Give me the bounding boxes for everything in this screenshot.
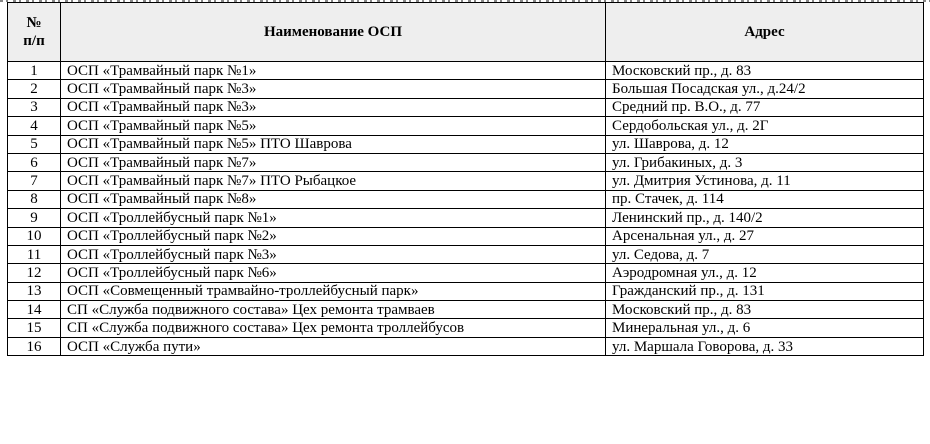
address-cell: Московский пр., д. 83 <box>606 62 924 80</box>
header-number-symbol: № <box>26 15 42 31</box>
table-row <box>8 264 924 282</box>
row-number-cell: 1 <box>8 62 61 80</box>
table-row <box>8 98 924 116</box>
row-number-cell: 8 <box>8 190 61 208</box>
address-cell: ул. Маршала Говорова, д. 33 <box>606 337 924 355</box>
table-row <box>8 117 924 135</box>
osp-name-cell: СП «Служба подвижного состава» Цех ремонта трамваев <box>61 301 606 319</box>
osp-name-cell: СП «Служба подвижного состава» Цех ремонта троллейбусов <box>61 319 606 337</box>
table-row <box>8 227 924 245</box>
table-row <box>8 337 924 355</box>
address-cell: Сердобольская ул., д. 2Г <box>606 117 924 135</box>
table-row <box>8 172 924 190</box>
osp-name-cell: ОСП «Трамвайный парк №8» <box>61 190 606 208</box>
address-cell: ул. Шаврова, д. 12 <box>606 135 924 153</box>
osp-address-table <box>7 2 924 356</box>
header-number-label: п/п <box>23 33 45 49</box>
osp-name-cell: ОСП «Трамвайный парк №3» <box>61 98 606 116</box>
osp-name-cell: ОСП «Трамвайный парк №7» ПТО Рыбацкое <box>61 172 606 190</box>
osp-name-cell: ОСП «Троллейбусный парк №1» <box>61 209 606 227</box>
address-cell: Минеральная ул., д. 6 <box>606 319 924 337</box>
row-number-cell: 15 <box>8 319 61 337</box>
osp-name-cell: ОСП «Служба пути» <box>61 337 606 355</box>
table-row <box>8 135 924 153</box>
osp-name-cell: ОСП «Совмещенный трамвайно-троллейбусный парк» <box>61 282 606 300</box>
address-cell: пр. Стачек, д. 114 <box>606 190 924 208</box>
row-number-cell: 12 <box>8 264 61 282</box>
address-cell: Аэродромная ул., д. 12 <box>606 264 924 282</box>
osp-name-cell: ОСП «Троллейбусный парк №2» <box>61 227 606 245</box>
osp-name-cell: ОСП «Трамвайный парк №5» <box>61 117 606 135</box>
table-row <box>8 301 924 319</box>
column-header-number <box>8 3 61 62</box>
row-number-cell: 11 <box>8 245 61 263</box>
osp-name-cell: ОСП «Трамвайный парк №7» <box>61 153 606 171</box>
address-cell: ул. Дмитрия Устинова, д. 11 <box>606 172 924 190</box>
row-number-cell: 16 <box>8 337 61 355</box>
address-cell: Гражданский пр., д. 131 <box>606 282 924 300</box>
osp-name-cell: ОСП «Трамвайный парк №1» <box>61 62 606 80</box>
row-number-cell: 6 <box>8 153 61 171</box>
column-header-name: Наименование ОСП <box>61 3 606 62</box>
table-row <box>8 245 924 263</box>
address-cell: Большая Посадская ул., д.24/2 <box>606 80 924 98</box>
address-cell: Московский пр., д. 83 <box>606 301 924 319</box>
row-number-cell: 9 <box>8 209 61 227</box>
table-row <box>8 62 924 80</box>
osp-name-cell: ОСП «Трамвайный парк №5» ПТО Шаврова <box>61 135 606 153</box>
table-row <box>8 190 924 208</box>
row-number-cell: 3 <box>8 98 61 116</box>
osp-name-cell: ОСП «Трамвайный парк №3» <box>61 80 606 98</box>
row-number-cell: 4 <box>8 117 61 135</box>
address-cell: Средний пр. В.О., д. 77 <box>606 98 924 116</box>
osp-name-cell: ОСП «Троллейбусный парк №6» <box>61 264 606 282</box>
address-cell: Арсенальная ул., д. 27 <box>606 227 924 245</box>
row-number-cell: 2 <box>8 80 61 98</box>
osp-name-cell: ОСП «Троллейбусный парк №3» <box>61 245 606 263</box>
table-header-row <box>8 3 924 62</box>
row-number-cell: 5 <box>8 135 61 153</box>
column-header-address: Адрес <box>606 3 924 62</box>
row-number-cell: 13 <box>8 282 61 300</box>
table-row <box>8 153 924 171</box>
address-cell: Ленинский пр., д. 140/2 <box>606 209 924 227</box>
table-row <box>8 209 924 227</box>
table-row <box>8 80 924 98</box>
address-cell: ул. Грибакиных, д. 3 <box>606 153 924 171</box>
row-number-cell: 7 <box>8 172 61 190</box>
table-row <box>8 319 924 337</box>
address-cell: ул. Седова, д. 7 <box>606 245 924 263</box>
row-number-cell: 10 <box>8 227 61 245</box>
table-row <box>8 282 924 300</box>
row-number-cell: 14 <box>8 301 61 319</box>
